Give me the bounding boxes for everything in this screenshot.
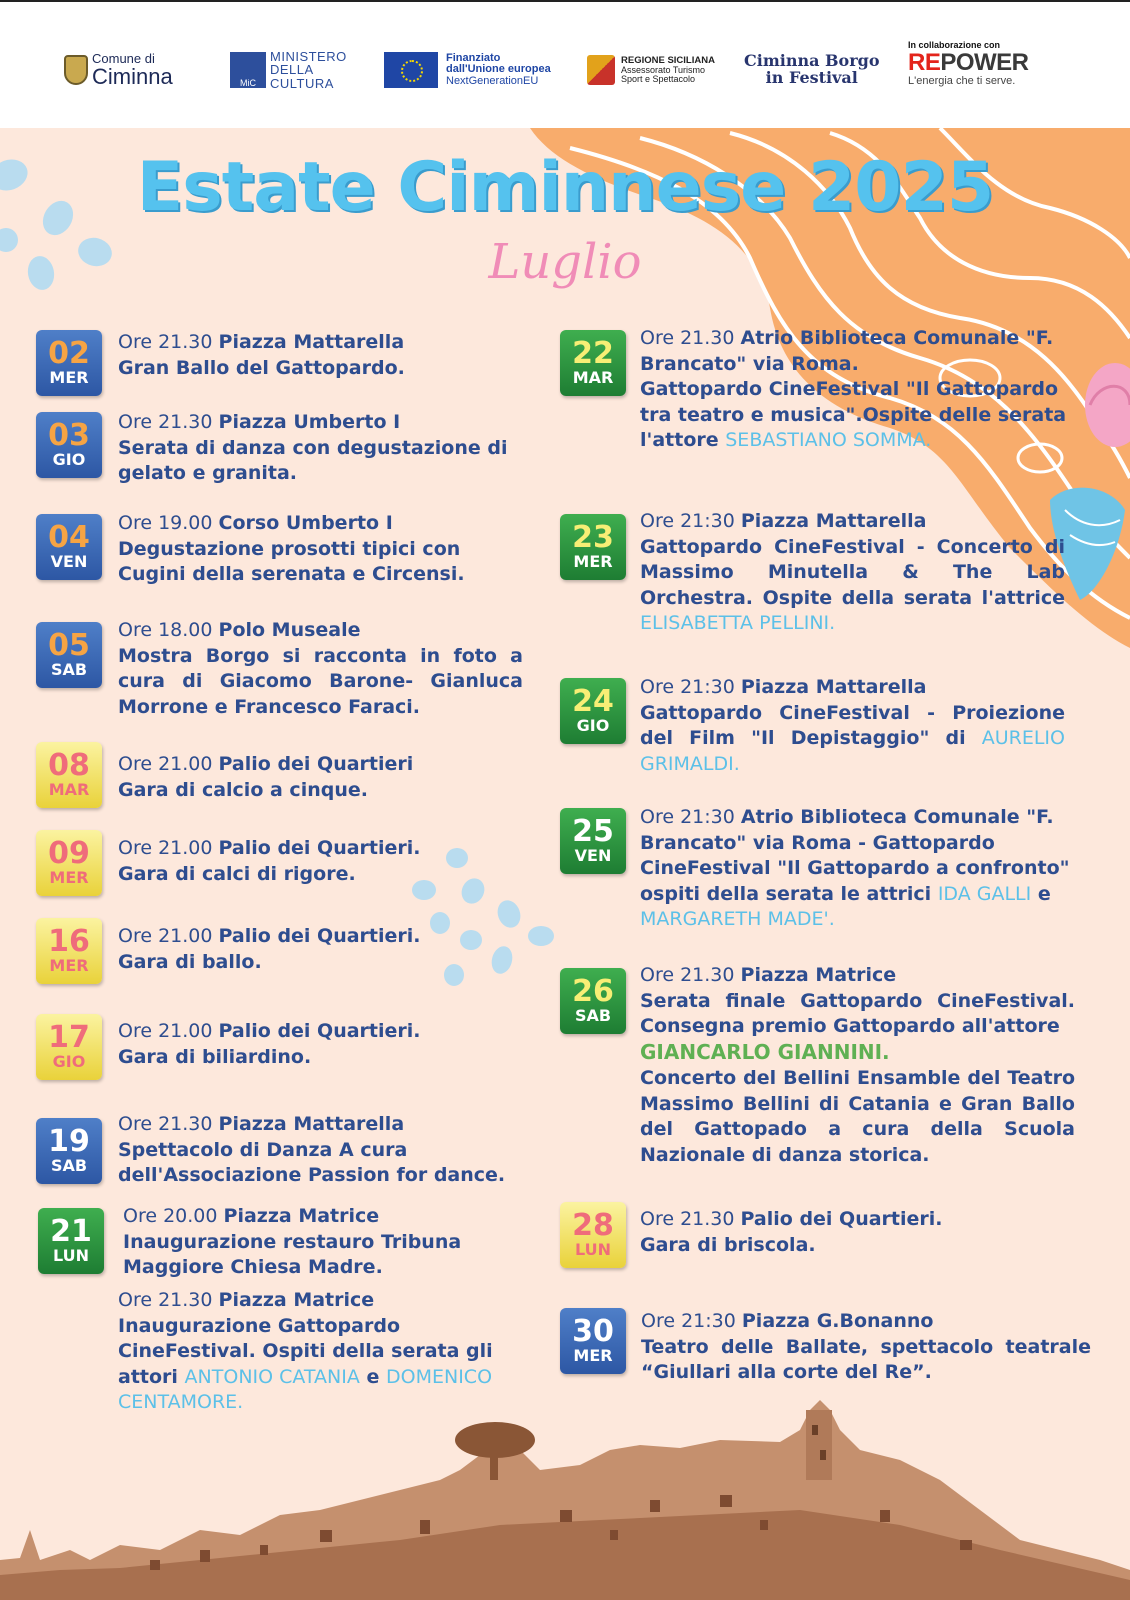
month-title: Luglio — [488, 234, 642, 290]
date-number: 21 — [50, 1214, 92, 1249]
event-text — [640, 963, 1075, 1168]
event-time: Ore 21:30 — [640, 676, 741, 698]
date-badge — [36, 514, 102, 580]
event-text — [118, 511, 518, 588]
date-weekday: LUN — [574, 1240, 611, 1259]
date-badge — [560, 808, 626, 874]
date-badge — [36, 412, 102, 478]
event-desc-2: Concerto del Bellini Ensamble del Teatro Massimo Bellini di Catania e Gran Ballo del Gattopado a cura della Scuola Nazionale di danza storica. — [640, 1067, 1075, 1166]
event-time: Ore 21.30 — [118, 411, 219, 433]
event-text — [640, 675, 1065, 777]
ciminna-big-text: Ciminna — [92, 64, 173, 90]
date-badge — [36, 830, 102, 896]
event-time: Ore 21.00 — [118, 925, 219, 947]
date-weekday: MER — [573, 552, 613, 571]
date-weekday: SAB — [50, 1156, 88, 1175]
event-text — [118, 836, 518, 887]
date-badge — [560, 1202, 626, 1268]
event-place: Palio dei Quartieri. — [740, 1208, 943, 1230]
event-desc: Gran Ballo del Gattopardo. — [118, 356, 405, 379]
repower-collab-text: In collaborazione con — [908, 39, 1001, 50]
date-badge — [36, 742, 102, 808]
event-place: Piazza Mattarella — [740, 676, 927, 698]
dot-decoration — [528, 926, 554, 946]
event-text — [640, 805, 1085, 933]
date-number: 03 — [48, 418, 90, 453]
trinacria-icon — [587, 55, 615, 85]
date-number: 28 — [572, 1208, 614, 1243]
ministero-cultura-logo — [230, 42, 347, 98]
event-text — [640, 326, 1070, 454]
mic-line-2: DELLA — [270, 62, 314, 78]
date-weekday: MER — [49, 868, 89, 887]
event-text — [118, 330, 518, 381]
date-weekday: VEN — [574, 846, 612, 865]
date-badge — [36, 330, 102, 396]
date-number: 04 — [48, 520, 90, 555]
event-place: Piazza Matrice — [218, 1289, 375, 1311]
date-badge — [36, 622, 102, 688]
event-text-extra — [118, 1288, 518, 1416]
date-weekday: GIO — [576, 716, 610, 735]
repower-re-text: RE — [908, 49, 941, 77]
repower-tagline: L'energia che ti serve. — [908, 74, 1016, 87]
event-text — [118, 410, 518, 487]
event-text — [123, 1204, 523, 1281]
event-place: Piazza Umberto I — [218, 411, 401, 433]
event-time: Ore 21.30 — [118, 331, 219, 353]
ciminna-logo — [64, 42, 173, 98]
event-place: Piazza G.Bonanno — [741, 1310, 934, 1332]
event-time: Ore 18.00 — [118, 619, 219, 641]
date-number: 19 — [48, 1124, 90, 1159]
event-place: Palio dei Quartieri — [218, 753, 414, 775]
date-number: 05 — [48, 628, 90, 663]
event-text — [640, 509, 1065, 637]
eu-line-3: NextGenerationEU — [446, 74, 539, 87]
date-badge — [38, 1208, 104, 1274]
event-place: Atrio Biblioteca Comunale "F. Brancato" via Roma - Gattopardo CineFestival "Il Gattopardo a confronto" — [640, 806, 1070, 879]
event-desc: Gattopardo CineFestival - Proiezione del Film "Il Depistaggio" di — [640, 701, 1065, 749]
event-desc: Serata finale Gattopardo CineFestival. Consegna premio Gattopardo all'attore — [640, 989, 1075, 1037]
event-place: Piazza Matrice — [740, 964, 897, 986]
event-desc: Inaugurazione Gattopardo CineFestival. Ospiti della serata gli attori — [118, 1314, 493, 1388]
date-badge — [560, 1308, 626, 1374]
event-time: Ore 21.30 — [640, 964, 741, 986]
event-place: Piazza Mattarella — [218, 1113, 405, 1135]
mic-line-3: CULTURA — [270, 75, 334, 91]
event-place: Palio dei Quartieri. — [218, 1020, 421, 1042]
date-weekday: MER — [573, 1346, 613, 1365]
event-and: e — [359, 1365, 386, 1388]
date-number: 16 — [48, 924, 90, 959]
guest-name: SEBASTIANO SOMMA. — [725, 429, 932, 451]
event-desc: Inaugurazione restauro Tribuna Maggiore Chiesa Madre. — [123, 1230, 462, 1278]
date-weekday: GIO — [52, 1052, 86, 1071]
date-weekday: LUN — [52, 1246, 89, 1265]
event-text — [641, 1309, 1091, 1386]
repower-power-text: POWER — [940, 49, 1029, 77]
sicilia-line-2: Assessorato Turismo — [621, 64, 706, 75]
event-desc: Mostra Borgo si racconta in foto a cura di Giacomo Barone- Gianluca Morrone e Francesco Faraci. — [118, 644, 523, 718]
date-weekday: MER — [49, 368, 89, 387]
town-skyline-image — [0, 1400, 1130, 1600]
date-number: 24 — [572, 684, 614, 719]
date-badge — [560, 968, 626, 1034]
event-desc: Gara di briscola. — [640, 1233, 816, 1256]
event-time: Ore 21.30 — [118, 1289, 219, 1311]
event-desc: Gara di biliardino. — [118, 1045, 312, 1068]
date-number: 30 — [572, 1314, 614, 1349]
page-title: Estate Ciminnese 2025 — [136, 148, 994, 227]
event-place: Palio dei Quartieri. — [218, 925, 421, 947]
date-badge — [36, 918, 102, 984]
event-time: Ore 21.00 — [118, 837, 219, 859]
event-desc: Spettacolo di Danza A cura dell'Associazione Passion for dance. — [118, 1138, 506, 1186]
date-badge — [36, 1014, 102, 1080]
date-number: 09 — [48, 836, 90, 871]
event-place: Piazza Matrice — [223, 1205, 380, 1227]
event-desc: Gattopardo CineFestival "Il Gattopardo tra teatro e musica".Ospite delle serata l'attore — [640, 378, 1067, 451]
event-text — [118, 752, 518, 803]
eu-logo — [384, 42, 551, 98]
guest-name: DOMENICO CENTAMORE. — [118, 1365, 493, 1413]
repower-brand — [908, 50, 1029, 75]
event-text — [118, 1112, 518, 1189]
event-text — [118, 1019, 518, 1070]
date-badge — [560, 514, 626, 580]
event-time: Ore 21.30 — [640, 1208, 741, 1230]
date-number: 08 — [48, 748, 90, 783]
date-weekday: MAR — [572, 368, 614, 387]
date-weekday: MAR — [48, 780, 90, 799]
date-number: 26 — [572, 974, 614, 1009]
event-place: Piazza Mattarella — [218, 331, 405, 353]
event-time: Ore 21:30 — [640, 510, 741, 532]
event-text — [118, 618, 523, 720]
event-time: Ore 21.00 — [118, 753, 219, 775]
event-text — [640, 1207, 1070, 1258]
event-time: Ore 20.00 — [123, 1205, 224, 1227]
event-time: Ore 21:30 — [641, 1310, 742, 1332]
regione-siciliana-logo — [587, 42, 715, 98]
date-number: 25 — [572, 814, 614, 849]
eu-line-2: dall'Unione europea — [446, 63, 551, 76]
guest-name: AURELIO GRIMALDI. — [640, 727, 1065, 775]
event-desc: Gara di calcio a cinque. — [118, 778, 368, 801]
event-desc: Serata di danza con degustazione di gelato e granita. — [118, 436, 508, 484]
date-number: 02 — [48, 336, 90, 371]
guest-name: MARGARETH MADE'. — [640, 908, 835, 930]
sicilia-line-3: Sport e Spettacolo — [621, 73, 696, 84]
event-desc: Gara di calci di rigore. — [118, 862, 356, 885]
date-weekday: SAB — [50, 660, 88, 679]
mic-line-1: MINISTERO — [270, 48, 347, 64]
eu-line-1: Finanziato — [446, 51, 501, 64]
date-number: 23 — [572, 520, 614, 555]
event-desc: ospiti della serata le attrici — [640, 882, 938, 905]
date-weekday: VEN — [50, 552, 88, 571]
event-desc: Degustazione prosotti tipici con Cugini della serenata e Circensi. — [118, 537, 465, 585]
ciminna-crest-icon — [64, 55, 88, 85]
date-badge — [560, 678, 626, 744]
repower-logo — [908, 36, 1029, 92]
date-number: 22 — [572, 336, 614, 371]
event-place: Atrio Biblioteca Comunale "F. Brancato" via Roma. — [640, 327, 1054, 375]
date-number: 17 — [48, 1020, 90, 1055]
borgo-line-1: Ciminna Borgo — [744, 51, 880, 71]
mic-icon: MiC — [230, 52, 266, 88]
event-place: Palio dei Quartieri. — [218, 837, 421, 859]
guest-name: ELISABETTA PELLINI. — [640, 612, 836, 634]
guest-name: IDA GALLI — [937, 882, 1032, 905]
date-weekday: MER — [49, 956, 89, 975]
event-text — [118, 924, 518, 975]
event-and: e — [1031, 882, 1051, 905]
date-badge — [36, 1118, 102, 1184]
date-badge — [560, 330, 626, 396]
event-desc: Gara di ballo. — [118, 950, 262, 973]
event-time: Ore 21.30 — [118, 1113, 219, 1135]
ciminna-small-text: Comune di — [92, 50, 155, 66]
event-place: Corso Umberto I — [218, 512, 393, 534]
ciminna-borgo-festival-logo — [744, 42, 880, 98]
event-time: Ore 21:30 — [640, 806, 741, 828]
event-place: Piazza Mattarella — [740, 510, 927, 532]
sicilia-line-1: REGIONE SICILIANA — [621, 54, 715, 66]
event-time: Ore 21.30 — [640, 327, 741, 349]
event-desc: Gattopardo CineFestival - Concerto di Massimo Minutella & The Lab Orchestra. Ospite della serata l'attrice — [640, 535, 1065, 609]
borgo-line-2: in Festival — [765, 68, 858, 87]
date-weekday: SAB — [574, 1006, 612, 1025]
event-place: Polo Museale — [218, 619, 361, 641]
event-desc: Teatro delle Ballate, spettacolo teatrale “Giullari alla corte del Re”. — [641, 1335, 1091, 1383]
event-time: Ore 19.00 — [118, 512, 219, 534]
guest-name-highlight: GIANCARLO GIANNINI. — [640, 1039, 890, 1064]
event-time: Ore 21.00 — [118, 1020, 219, 1042]
date-weekday: GIO — [52, 450, 86, 469]
logo-strip — [0, 0, 1130, 128]
guest-name: ANTONIO CATANIA — [184, 1365, 360, 1388]
eu-flag-icon — [384, 52, 438, 88]
